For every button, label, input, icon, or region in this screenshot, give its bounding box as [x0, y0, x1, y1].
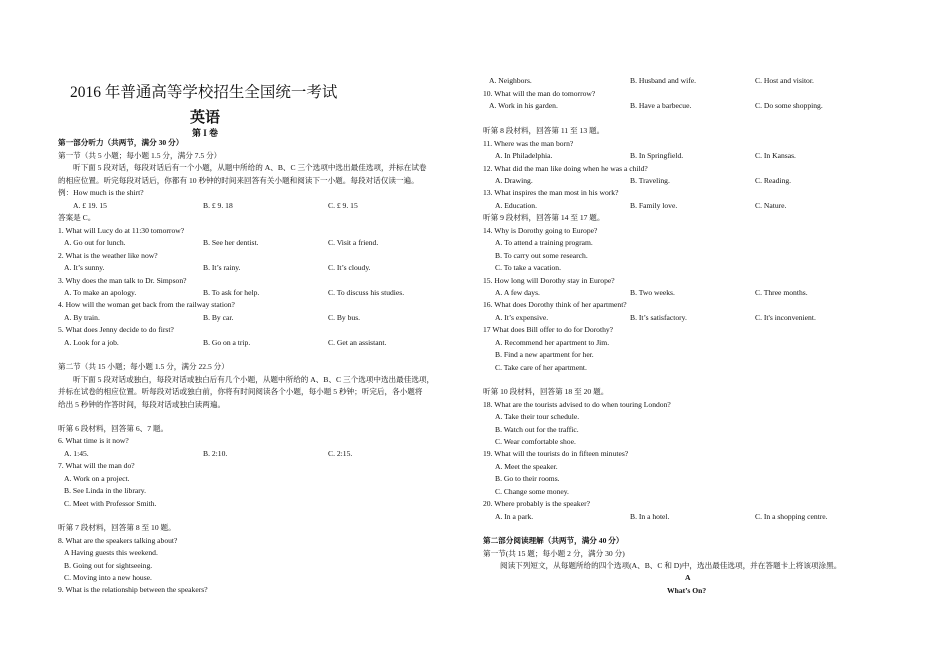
option: B. Go on a trip.: [203, 338, 251, 347]
option: B. By car.: [203, 313, 234, 322]
option: B. Two weeks.: [630, 288, 675, 297]
part1-heading: 第一部分听力（共两节，满分 30 分）: [58, 138, 184, 147]
option: A. Look for a job.: [64, 338, 119, 347]
option: C. By bus.: [328, 313, 361, 322]
option: A. Neighbors.: [489, 76, 532, 85]
option: B. Traveling.: [630, 176, 670, 185]
example-answer: 答案是 C。: [58, 213, 96, 222]
question: 17 What does Bill offer to do for Dorothy?: [483, 325, 614, 334]
option: B. £ 9. 18: [203, 201, 233, 210]
option: A. 1:45.: [64, 449, 89, 458]
material-heading: 听第 10 段材料，回答第 18 至 20 题。: [483, 387, 609, 396]
passage-label: A: [685, 573, 691, 582]
option: C. Host and visitor.: [755, 76, 814, 85]
instruction-line: 听下面 5 段对话，每段对话后有一个小题，从题中所给的 A、B、C 三个选项中选出最佳选项，并标在试卷: [73, 163, 427, 172]
instruction-line: 并标在试卷的相应位置。听每段对话或独白前，你将有时间阅读各个小题，每小题 5 秒钟；听完后，各小题将: [58, 387, 423, 396]
option: B. To carry out some research.: [495, 251, 588, 260]
option: B. Husband and wife.: [630, 76, 697, 85]
option: A. Work in his garden.: [489, 101, 558, 110]
option: C. Wear comfortable shoe.: [495, 437, 576, 446]
option: A. Go out for lunch.: [64, 238, 126, 247]
question: 11. Where was the man born?: [483, 139, 574, 148]
subject-heading: 英语: [190, 110, 221, 126]
option: C. Visit a friend.: [328, 238, 379, 247]
section-heading: 第一节(共 15 题；每小题 2 分，满分 30 分): [483, 549, 625, 558]
question: 8. What are the speakers talking about?: [58, 536, 178, 545]
question: 4. How will the woman get back from the railway station?: [58, 300, 235, 309]
option: C. Do some shopping.: [755, 101, 823, 110]
option: A Having guests this weekend.: [64, 548, 158, 557]
option: B. In a hotel.: [630, 512, 670, 521]
option: C. It's inconvenient.: [755, 313, 816, 322]
question: 16. What does Dorothy think of her apartment?: [483, 300, 627, 309]
instruction-line: 听下面 5 段对话或独白，每段对话或独白后有几个小题，从题中所给的 A、B、C 三个选项中选出最佳选项，: [73, 375, 435, 384]
question: 9. What is the relationship between the speakers?: [58, 585, 208, 594]
question: 6. What time is it now?: [58, 436, 129, 445]
option: A. In a park.: [495, 512, 534, 521]
option: B. Have a barbecue.: [630, 101, 692, 110]
option: A. Take their tour schedule.: [495, 412, 580, 421]
question: 12. What did the man like doing when he was a child?: [483, 164, 648, 173]
option: C. Moving into a new house.: [64, 573, 152, 582]
option: B. See her dentist.: [203, 238, 259, 247]
question: 18. What are the tourists advised to do when touring London?: [483, 400, 671, 409]
option: A. £ 19. 15: [73, 201, 107, 210]
question: 10. What will the man do tomorrow?: [483, 89, 596, 98]
option: A. To attend a training program.: [495, 238, 593, 247]
option: A. It’s sunny.: [64, 263, 105, 272]
option: A. Drawing.: [495, 176, 533, 185]
option: C. In a shopping centre.: [755, 512, 828, 521]
option: B. It’s rainy.: [203, 263, 241, 272]
question: 13. What inspires the man most in his work?: [483, 188, 619, 197]
option: C. To take a vacation.: [495, 263, 561, 272]
question: 20. Where probably is the speaker?: [483, 499, 590, 508]
option: A. Work on a project.: [64, 474, 130, 483]
option: A. Meet the speaker.: [495, 462, 558, 471]
instruction-line: 的相应位置。听完每段对话后，你都有 10 秒钟的时间来回答有关小题和阅读下一小题。每段对话仅读一遍。: [58, 176, 419, 185]
option: B. Go to their rooms.: [495, 474, 560, 483]
question: 3. Why does the man talk to Dr. Simpson?: [58, 276, 187, 285]
option: B. To ask for help.: [203, 288, 260, 297]
part2-heading: 第二部分阅读理解（共两节，满分 40 分）: [483, 536, 624, 545]
volume-heading: 第 I 卷: [192, 128, 219, 138]
section2-heading: 第二节（共 15 小题；每小题 1.5 分，满分 22.5 分）: [58, 362, 229, 371]
section1-heading: 第一节（共 5 小题；每小题 1.5 分，满分 7.5 分）: [58, 151, 222, 160]
option: B. It’s satisfactory.: [630, 313, 687, 322]
option: B. 2:10.: [203, 449, 228, 458]
option: B. Family love.: [630, 201, 678, 210]
question: 2. What is the weather like now?: [58, 251, 158, 260]
example-question: 例：How much is the shirt?: [58, 188, 144, 197]
option: C. Change some money.: [495, 487, 569, 496]
exam-title: 2016 年普通高等学校招生全国统一考试: [70, 84, 338, 101]
option: C. In Kansas.: [755, 151, 796, 160]
option: A. Education.: [495, 201, 537, 210]
option: A. Recommend her apartment to Jim.: [495, 338, 610, 347]
option: B. Watch out for the traffic.: [495, 425, 579, 434]
option: C. To discuss his studies.: [328, 288, 405, 297]
question: 14. Why is Dorothy going to Europe?: [483, 226, 598, 235]
option: C. £ 9. 15: [328, 201, 358, 210]
option: A. It’s expensive.: [495, 313, 549, 322]
option: A. In Philadelphia.: [495, 151, 553, 160]
instruction-line: 给出 5 秒钟的作答时间，每段对话或独白读两遍。: [58, 400, 226, 409]
option: A. A few days.: [495, 288, 540, 297]
option: C. Take care of her apartment.: [495, 363, 587, 372]
question: 1. What will Lucy do at 11:30 tomorrow?: [58, 226, 185, 235]
option: A. To make an apology.: [64, 288, 137, 297]
material-heading: 听第 6 段材料，回答第 6、7 题。: [58, 424, 169, 433]
option: B. In Springfield.: [630, 151, 684, 160]
option: C. Three months.: [755, 288, 808, 297]
instruction-line: 阅读下列短文，从每题所给的四个选项(A、B、C 和 D)中，选出最佳选项，并在答题卡上将该项涂黑。: [500, 561, 842, 570]
option: A. By train.: [64, 313, 100, 322]
option: C. It’s cloudy.: [328, 263, 371, 272]
option: C. Get an assistant.: [328, 338, 387, 347]
question: 5. What does Jenny decide to do first?: [58, 325, 174, 334]
option: C. Nature.: [755, 201, 787, 210]
question: 19. What will the tourists do in fifteen minutes?: [483, 449, 629, 458]
material-heading: 听第 7 段材料，回答第 8 至 10 题。: [58, 523, 176, 532]
option: C. Reading.: [755, 176, 792, 185]
option: C. Meet with Professor Smith.: [64, 499, 157, 508]
passage-title: What’s On?: [667, 586, 707, 595]
option: B. See Linda in the library.: [64, 486, 146, 495]
question: 15. How long will Dorothy stay in Europe?: [483, 276, 615, 285]
option: C. 2:15.: [328, 449, 353, 458]
question: 7. What will the man do?: [58, 461, 135, 470]
option: B. Going out for sightseeing.: [64, 561, 153, 570]
material-heading: 听第 8 段材料，回答第 11 至 13 题。: [483, 126, 605, 135]
material-heading: 听第 9 段材料，回答第 14 至 17 题。: [483, 213, 605, 222]
option: B. Find a new apartment for her.: [495, 350, 594, 359]
